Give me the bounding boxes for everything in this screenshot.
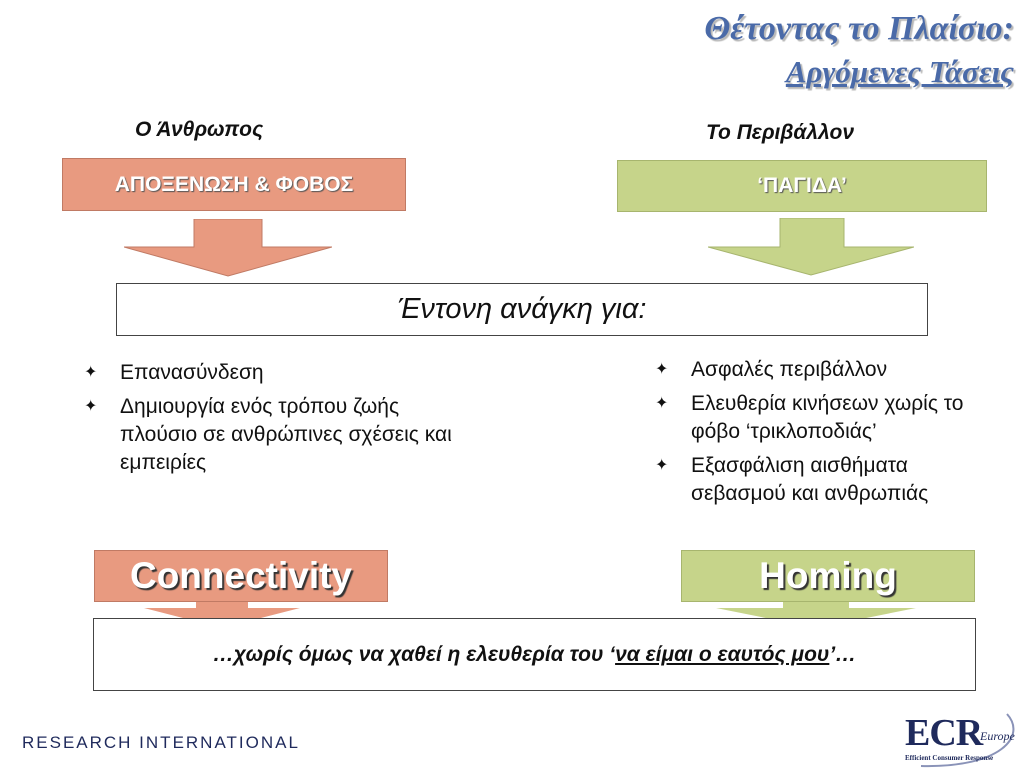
statement-prefix: …χωρίς όμως να χαθεί η ελευθερία του ‘ <box>212 642 616 666</box>
four-point-star-bullet-icon: ✦ <box>655 457 669 474</box>
bullet-text: Ασφαλές περιβάλλον <box>691 358 888 381</box>
slide-subtitle: Αργόμενες Τάσεις <box>785 54 1014 89</box>
connectivity-box <box>94 550 388 602</box>
ecr-logo-europe: Europe <box>980 729 1015 743</box>
trap-label: ‘ΠΑΓΙΔΑ’ <box>757 174 847 197</box>
list-item <box>84 359 474 387</box>
ecr-europe-logo <box>901 706 1023 768</box>
trap-box <box>617 160 987 212</box>
left-down-arrow-icon <box>124 219 332 277</box>
four-point-star-bullet-icon: ✦ <box>84 364 98 381</box>
ecr-logo-tagline: Efficient Consumer Response <box>905 754 994 762</box>
right-heading: Το Περιβάλλον <box>706 121 855 144</box>
strong-need-box <box>116 283 928 336</box>
connectivity-label: Connectivity <box>129 555 353 596</box>
four-point-star-bullet-icon: ✦ <box>655 361 669 378</box>
four-point-star-bullet-icon: ✦ <box>84 398 98 415</box>
left-heading: Ο Άνθρωπος <box>135 118 264 141</box>
four-point-star-bullet-icon: ✦ <box>655 395 669 412</box>
homing-box <box>681 550 975 602</box>
right-down-arrow-icon <box>708 218 914 276</box>
statement-underlined: να είμαι ο εαυτός μου <box>615 642 830 666</box>
bullet-text: Εξασφάλιση αισθήματα σεβασμού και ανθρωπιάς <box>691 454 929 505</box>
freedom-statement-box <box>93 618 976 691</box>
list-item <box>655 390 1000 446</box>
ecr-logo-text: ECR <box>905 712 983 754</box>
list-item <box>655 452 1000 508</box>
slide-title: Θέτοντας το Πλαίσιο: <box>704 10 1014 47</box>
statement-suffix: ’… <box>829 642 857 666</box>
left-bullet-list <box>84 359 474 483</box>
alienation-fear-label: ΑΠΟΞΕΝΩΣΗ & ΦΟΒΟΣ <box>114 172 354 196</box>
list-item <box>655 356 1000 384</box>
bullet-text: Ελευθερία κινήσεων χωρίς το φόβο ‘τρικλοποδιάς’ <box>691 392 964 443</box>
right-bullet-list <box>655 356 1000 514</box>
alienation-fear-box <box>62 158 406 211</box>
bullet-text: Δημιουργία ενός τρόπου ζωής πλούσιο σε ανθρώπινες σχέσεις και εμπειρίες <box>120 395 452 474</box>
strong-need-text: Έντονη ανάγκη για: <box>397 293 647 325</box>
research-international-logo: RESEARCH INTERNATIONAL <box>22 733 300 752</box>
bullet-text: Επανασύνδεση <box>120 361 264 384</box>
homing-label: Homing <box>759 555 897 596</box>
list-item <box>84 393 474 477</box>
